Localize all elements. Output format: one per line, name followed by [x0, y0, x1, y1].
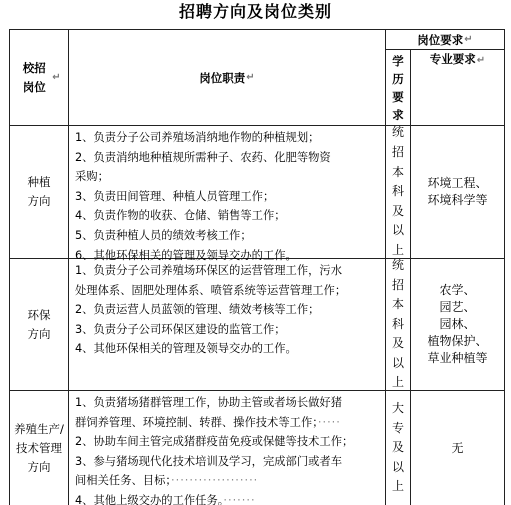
header-post-label: 校招岗位: [22, 60, 46, 94]
row-environment-post-label: 环保方向: [27, 307, 51, 341]
duty-line: 3、负责田间管理、种植人员管理工作；: [75, 189, 275, 203]
major-item: 园艺、: [439, 300, 476, 314]
row-planting-post: [10, 126, 68, 258]
page-title: 招聘方向及岗位类别: [178, 2, 332, 21]
row-planting-major: [411, 126, 504, 258]
duty-line: 6、其他环保相关的管理及领导交办的工作。: [75, 248, 297, 262]
duty-line: 3、参与猪场现代化技术培训及学习，完成部门或者车: [75, 454, 343, 468]
header-education: [386, 50, 410, 125]
row-breeding-major: [411, 391, 504, 505]
duty-line: 处理体系、固肥处理体系、喷管系统等运营管理工作；: [75, 283, 347, 297]
header-major: 专业要求↵: [429, 52, 486, 66]
row-environment-education: [386, 259, 410, 390]
row-environment-duties: [69, 259, 385, 390]
header-major-label: 专业要求: [429, 52, 476, 66]
row-planting-post-label: 种植方向: [27, 175, 51, 208]
row-breeding-duties: 1、负责猪场猪群管理工作，协助主管或者场长做好猪 群饲养管理、环境控制、转群、操作技术等工作；····· 2、协助车间主管完成猪群疫苗免疫或保健等技术工作； 3、参与猪场现代化技术培训及学习，完成部门或者车 间相关任务、目标；··················· 4、其他上级交办的工作任务。·······: [75, 396, 354, 505]
row-breeding-education-label: 大专及以上: [391, 401, 404, 494]
row-breeding-post-label: 养殖生产/技术管理方向: [14, 421, 64, 474]
header-duties-label: 岗位职责: [199, 70, 246, 85]
major-item: 农学、: [439, 283, 476, 297]
duty-line: 1、负责猪场猪群管理工作，协助主管或者场长做好猪: [75, 396, 343, 409]
duty-line: 群饲养管理、环境控制、转群、操作技术等工作；: [75, 415, 318, 429]
row-environment-major: [411, 259, 504, 390]
duty-line: 4、其他上级交办的工作任务。: [75, 493, 224, 505]
major-item: 草业种植等: [427, 351, 488, 365]
row-environment-education-label: 统招本科及以上: [391, 257, 404, 390]
row-planting-education: [386, 126, 410, 258]
row-planting-education-label: 统招本科及以上: [391, 125, 404, 257]
duty-line: 4、其他环保相关的管理及领导交办的工作。: [75, 342, 297, 356]
major-item: 环境科学等: [427, 193, 488, 207]
header-education-label: 学历要求: [392, 53, 404, 122]
duty-line: 间相关任务、目标；: [75, 474, 172, 488]
major-item: 植物保护、: [427, 334, 488, 348]
duty-line: 2、协助车间主管完成猪群疫苗免疫或保健等技术工作；: [75, 435, 354, 449]
duty-line: 1、负责分子公司养殖场环保区的运营管理工作，污水: [75, 264, 343, 277]
row-environment-post: [10, 259, 68, 390]
duty-line: 3、负责分子公司环保区建设的监管工作；: [75, 322, 286, 336]
header-duties: 岗位职责 ↵: [199, 70, 255, 85]
duty-line: 2、负责消纳地种植规所需种子、农药、化肥等物资: [75, 150, 331, 164]
row-planting-duties: [69, 126, 385, 262]
duty-line: 4、负责作物的收获、仓储、销售等工作；: [75, 209, 286, 223]
row-breeding-post: [10, 391, 68, 505]
duty-line: 2、负责运营人员蓝领的管理、绩效考核等工作；: [75, 303, 320, 317]
duty-line: 5、负责种植人员的绩效考核工作；: [75, 228, 252, 242]
major-item: 环境工程、: [427, 176, 488, 190]
header-requirements-label: 岗位要求: [417, 32, 464, 47]
duty-line: 1、负责分子公司养殖场消纳地作物的种植规划；: [75, 131, 320, 144]
major-item: 园林、: [439, 317, 476, 331]
header-requirements: 岗位要求 ↵: [417, 32, 473, 47]
major-item: 无: [451, 440, 464, 455]
header-post: 校招岗位 ↵: [10, 30, 68, 125]
row-breeding-education: [386, 391, 410, 505]
duty-line: 采购；: [75, 170, 109, 184]
